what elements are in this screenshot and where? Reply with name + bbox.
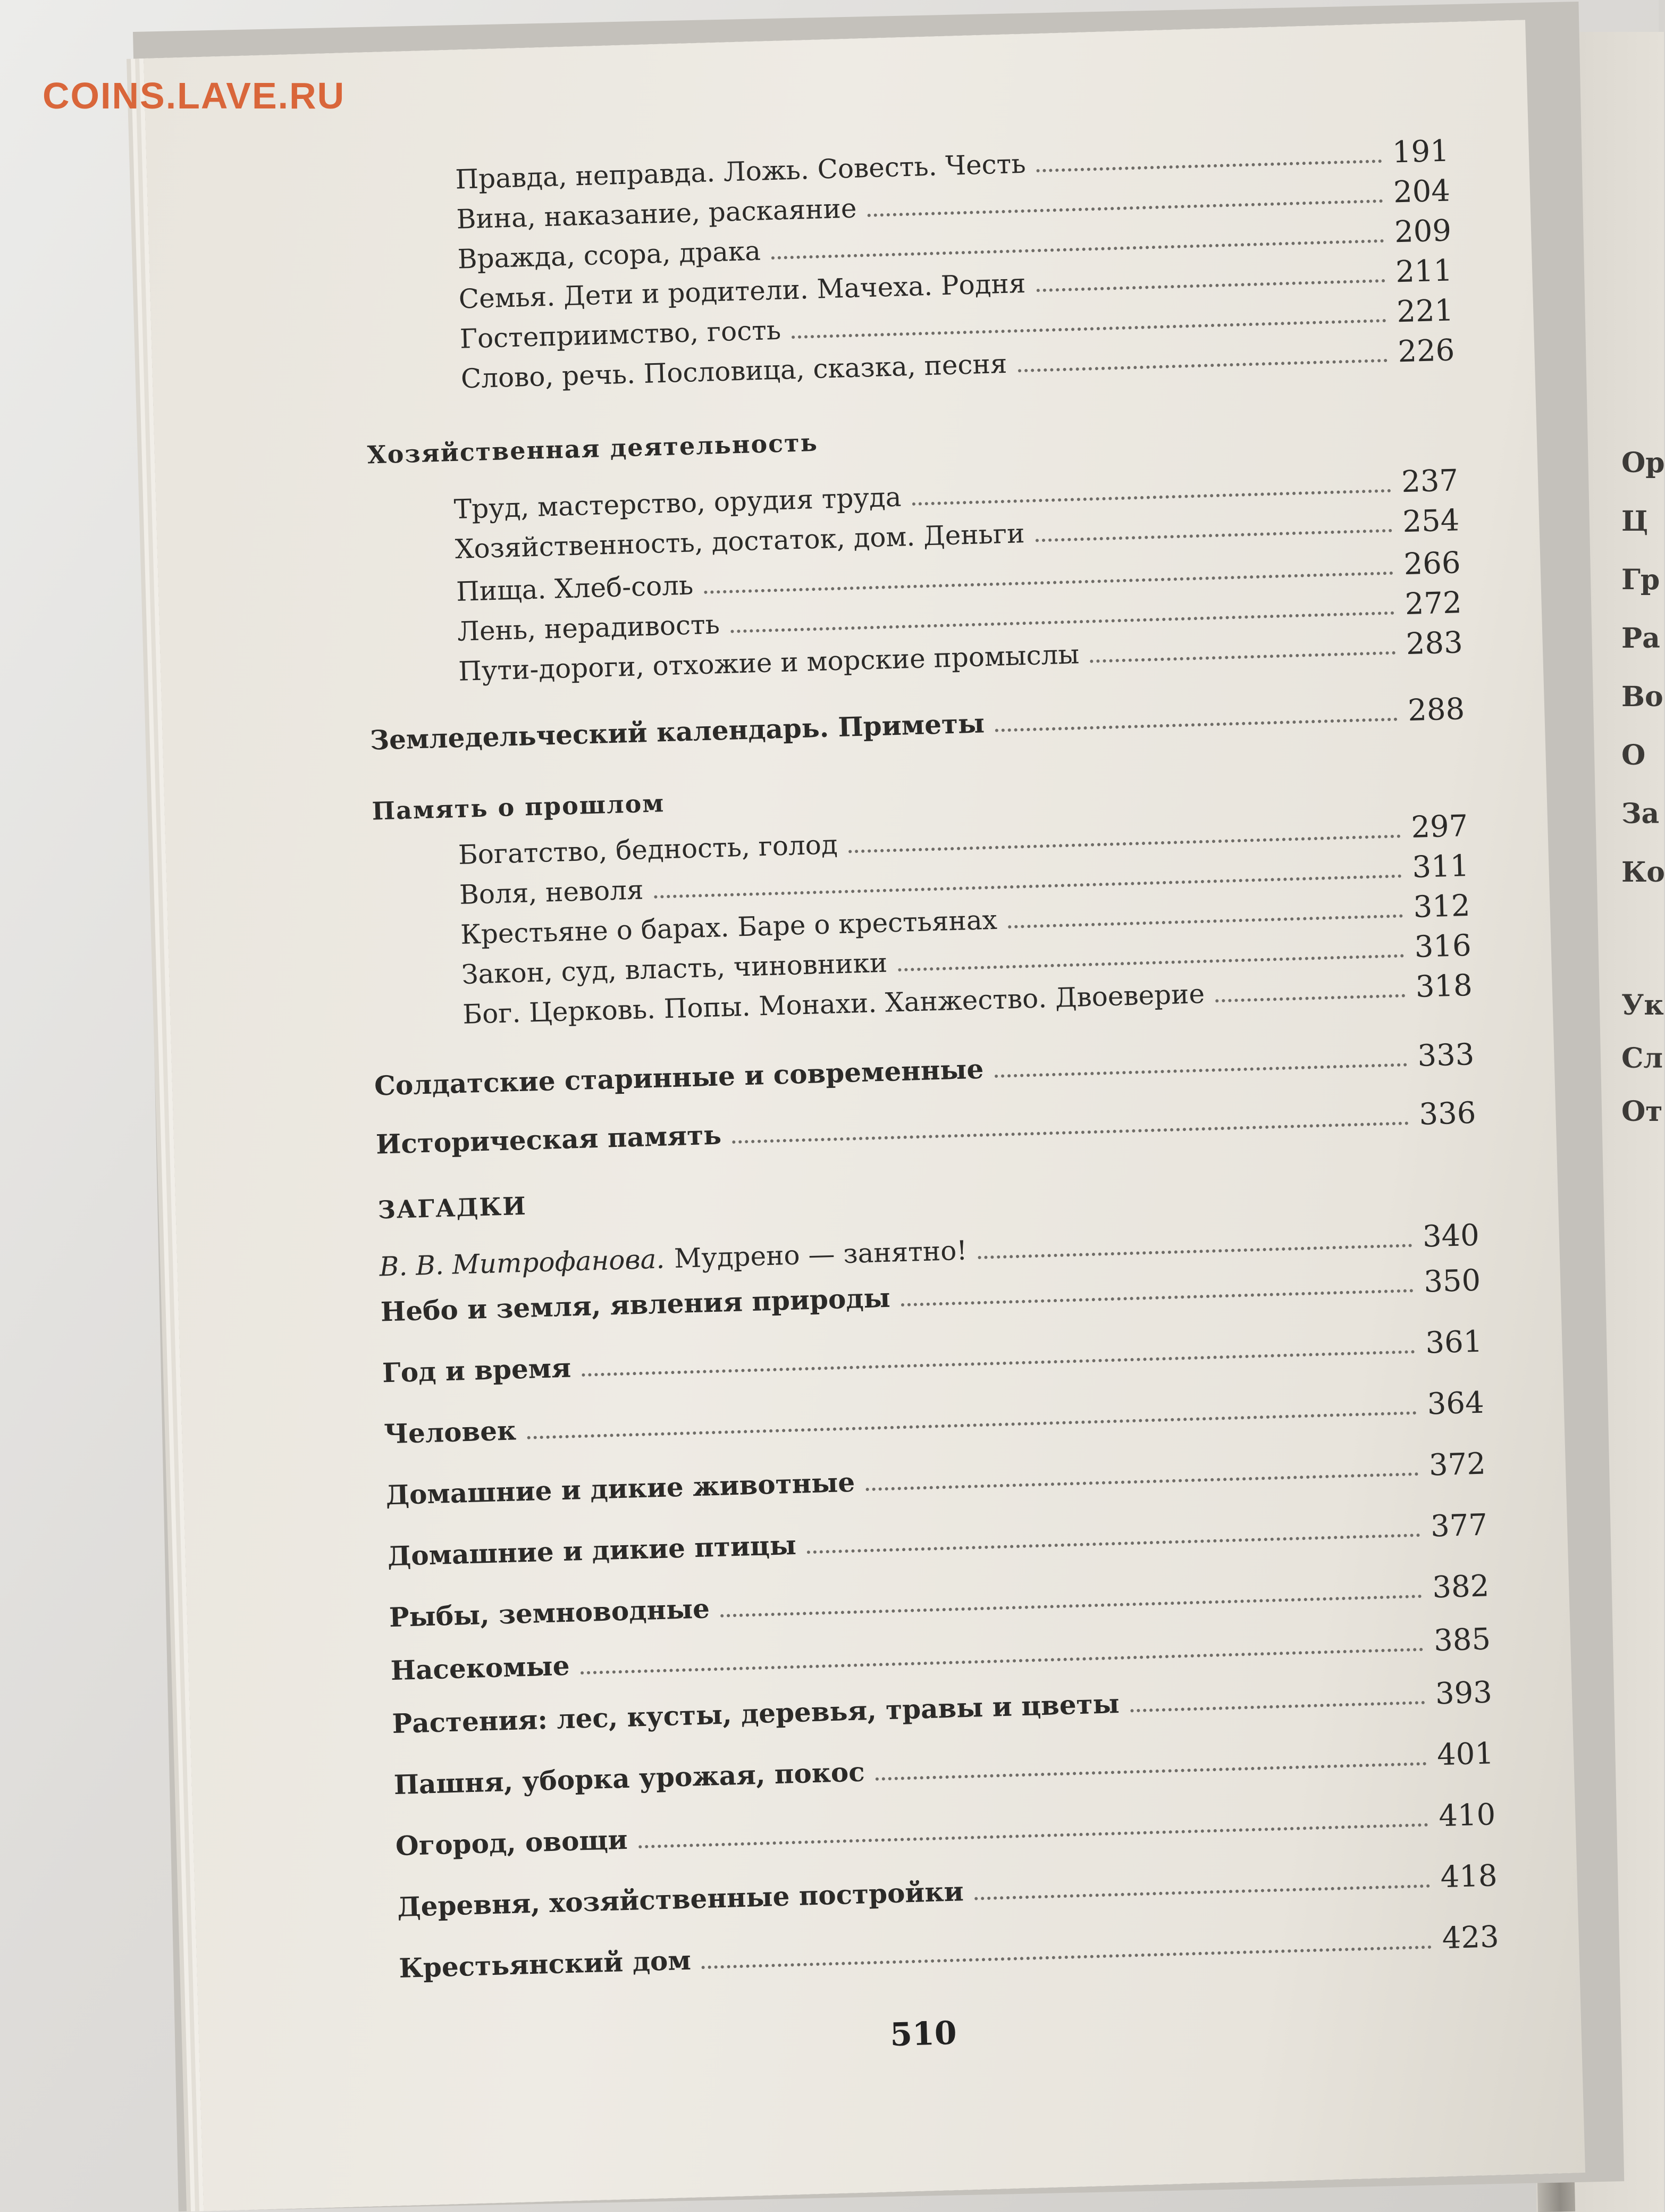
toc-entry-label: Солдатские старинные и современные — [374, 1053, 985, 1102]
leader-dots — [1036, 529, 1392, 542]
toc-entry-label: Мудрено — занятно! — [674, 1235, 968, 1274]
toc-entry-page: 272 — [1404, 585, 1462, 622]
toc-entry-label: Деревня, хозяйственные постройки — [397, 1875, 964, 1923]
book-page — [144, 20, 1585, 2211]
toc-entry-label: Домашние и дикие птицы — [387, 1529, 797, 1572]
toc-entry-page: 340 — [1422, 1218, 1480, 1254]
leader-dots — [995, 1062, 1407, 1078]
leader-dots — [792, 319, 1386, 339]
leader-dots — [1130, 1700, 1425, 1712]
toc-entry-bold — [374, 1037, 1475, 1103]
toc-entry-label: Труд, мастерство, орудия труда — [453, 481, 902, 525]
toc-entry-page: 191 — [1392, 133, 1450, 170]
toc-entry-label: Год и время — [382, 1352, 571, 1389]
toc-entry-page: 401 — [1436, 1736, 1494, 1773]
leader-dots — [898, 953, 1404, 971]
toc-entry-label: Пути-дороги, отхожие и морские промыслы — [458, 639, 1080, 687]
toc-entry-label: Лень, нерадивость — [457, 609, 720, 647]
leader-dots — [527, 1411, 1417, 1439]
leader-dots — [1018, 358, 1388, 372]
leader-dots — [720, 1594, 1422, 1618]
toc-entry-label: Огород, овощи — [395, 1823, 628, 1862]
toc-entry-bold — [369, 692, 1465, 757]
toc-entry-bold — [397, 1858, 1498, 1924]
leader-dots — [582, 1350, 1415, 1377]
right-page-fragment: Ц — [1621, 505, 1649, 538]
toc-entry-bold — [390, 1622, 1491, 1687]
toc-entry-bold — [399, 1920, 1500, 1985]
toc-entry-page: 385 — [1433, 1622, 1491, 1658]
toc-entry-bold — [382, 1325, 1483, 1390]
toc-entry-label: Земледельческий календарь. Приметы — [369, 707, 985, 756]
toc-entry-label: Закон, суд, власть, чиновники — [461, 947, 888, 990]
leader-dots — [901, 1288, 1414, 1306]
toc-entry-page: 266 — [1403, 546, 1461, 582]
leader-dots — [807, 1533, 1420, 1554]
section-heading: ЗАГАДКИ — [377, 1191, 527, 1225]
toc-entry-page: 364 — [1426, 1385, 1485, 1422]
toc-entry-page: 423 — [1441, 1920, 1500, 1956]
toc-entry-page: 418 — [1440, 1858, 1498, 1895]
toc-entry-bold — [375, 1096, 1476, 1161]
toc-entry-bold — [387, 1508, 1488, 1573]
toc-entry-label: Семья. Дети и родители. Мачеха. Родня — [458, 267, 1027, 315]
toc-entry-page: 318 — [1415, 968, 1473, 1004]
right-page-fragment: Во — [1621, 681, 1663, 713]
section-heading: Хозяйственная деятельность — [367, 428, 819, 470]
toc-entry-page: 393 — [1435, 1675, 1493, 1712]
leader-dots — [876, 1762, 1427, 1781]
leader-dots — [848, 834, 1401, 853]
right-page-fragment: Сл — [1621, 1042, 1663, 1075]
right-page-fragment: Гр — [1621, 564, 1660, 596]
right-page-fragment: Ко — [1621, 856, 1665, 889]
toc-entry-label: Рыбы, земноводные — [389, 1593, 710, 1633]
section-heading: Память о прошлом — [371, 789, 665, 826]
right-page-fragment: Ра — [1621, 622, 1660, 655]
toc-entry-label: Крестьянский дом — [398, 1944, 692, 1984]
toc-entry-bold — [393, 1736, 1494, 1802]
leader-dots — [995, 717, 1398, 732]
toc-entry-label: Слово, речь. Пословица, сказка, песня — [460, 348, 1008, 395]
toc-entry-label: Пища. Хлеб-соль — [456, 569, 694, 607]
toc-entry-label: Хозяйственность, достаток, дом. Деньги — [455, 518, 1025, 565]
table-of-contents — [144, 20, 1585, 2211]
leader-dots — [868, 199, 1383, 217]
toc-entry-page: 312 — [1412, 888, 1471, 925]
toc-entry-page: 226 — [1397, 333, 1456, 370]
right-page-fragment: О — [1621, 739, 1646, 772]
watermark: COINS.LAVE.RU — [43, 75, 346, 116]
toc-entry-label: Правда, неправда. Ложь. Совесть. Честь — [455, 148, 1027, 195]
toc-entry-page: 237 — [1401, 463, 1459, 500]
toc-entry-label: Крестьяне о барах. Баре о крестьянах — [460, 904, 998, 950]
leader-dots — [638, 1823, 1428, 1849]
toc-entry-label: Вражда, ссора, драка — [457, 235, 761, 275]
right-page-fragment: Ор — [1621, 447, 1665, 479]
toc-entry-page: 221 — [1396, 293, 1454, 330]
toc-entry-page: 377 — [1430, 1507, 1488, 1544]
toc-entry-page: 361 — [1425, 1324, 1483, 1361]
toc-entry-label: Бог. Церковь. Попы. Монахи. Ханжество. Двоеверие — [462, 978, 1205, 1030]
toc-entry-page: 372 — [1428, 1446, 1486, 1483]
toc-entry-page: 382 — [1432, 1569, 1490, 1605]
leader-dots — [581, 1647, 1424, 1674]
toc-entry-bold — [392, 1675, 1493, 1740]
toc-entry-label: Домашние и дикие животные — [385, 1466, 855, 1511]
toc-entry-label: Богатство, бедность, голод — [458, 829, 838, 871]
leader-dots — [771, 239, 1384, 259]
toc-entry-page: 288 — [1407, 692, 1466, 728]
toc-entry-bold — [395, 1797, 1496, 1863]
toc-entry-bold — [389, 1569, 1490, 1634]
leader-dots — [702, 1945, 1432, 1969]
toc-entry-label: Человек — [383, 1414, 517, 1450]
leader-dots — [1215, 993, 1405, 1002]
leader-dots — [1008, 914, 1403, 928]
leader-dots — [974, 1884, 1430, 1900]
toc-entry-label: Небо и земля, явления природы — [380, 1281, 891, 1328]
toc-entry-page: 297 — [1410, 809, 1469, 845]
leader-dots — [1037, 279, 1385, 292]
leader-dots — [1037, 159, 1382, 172]
toc-entry-label: Пашня, уборка урожая, покос — [393, 1756, 865, 1801]
toc-entry-page: 336 — [1418, 1095, 1477, 1132]
toc-entry-label: Воля, неволя — [459, 874, 644, 911]
toc-entry-page: 204 — [1393, 173, 1451, 210]
toc-entry-page: 350 — [1423, 1263, 1482, 1300]
right-page-fragment: От — [1621, 1095, 1663, 1128]
leader-dots — [912, 489, 1391, 506]
toc-entry-page: 333 — [1417, 1037, 1475, 1074]
right-page-fragment: Ук — [1621, 989, 1664, 1021]
toc-entry-label: Насекомые — [390, 1649, 570, 1687]
toc-entry-label: Растения: лес, кусты, деревья, травы и цветы — [391, 1687, 1120, 1740]
toc-entry-page: 311 — [1411, 848, 1470, 885]
toc-entry-page: 254 — [1402, 503, 1460, 540]
toc-entry-bold — [383, 1386, 1484, 1451]
toc-entry-bold — [385, 1447, 1486, 1512]
toc-entry-page: 209 — [1394, 213, 1452, 250]
toc-entry-label: Историческая память — [375, 1119, 722, 1160]
toc-entry-author: В. В. Митрофанова. — [379, 1243, 666, 1283]
toc-entry-page: 211 — [1395, 253, 1453, 290]
leader-dots — [865, 1472, 1418, 1491]
right-page-fragment: За — [1621, 798, 1660, 830]
page-number: 510 — [889, 2014, 957, 2054]
toc-entry-label: Вина, наказание, раскаяние — [456, 192, 857, 235]
toc-entry-page: 410 — [1438, 1797, 1496, 1834]
leader-dots — [1090, 651, 1395, 663]
leader-dots — [978, 1243, 1412, 1259]
toc-entry-label: Гостеприимство, гость — [459, 314, 781, 355]
toc-entry-page: 283 — [1405, 625, 1464, 662]
toc-entry-page: 316 — [1414, 928, 1472, 965]
leader-dots — [732, 1121, 1409, 1144]
